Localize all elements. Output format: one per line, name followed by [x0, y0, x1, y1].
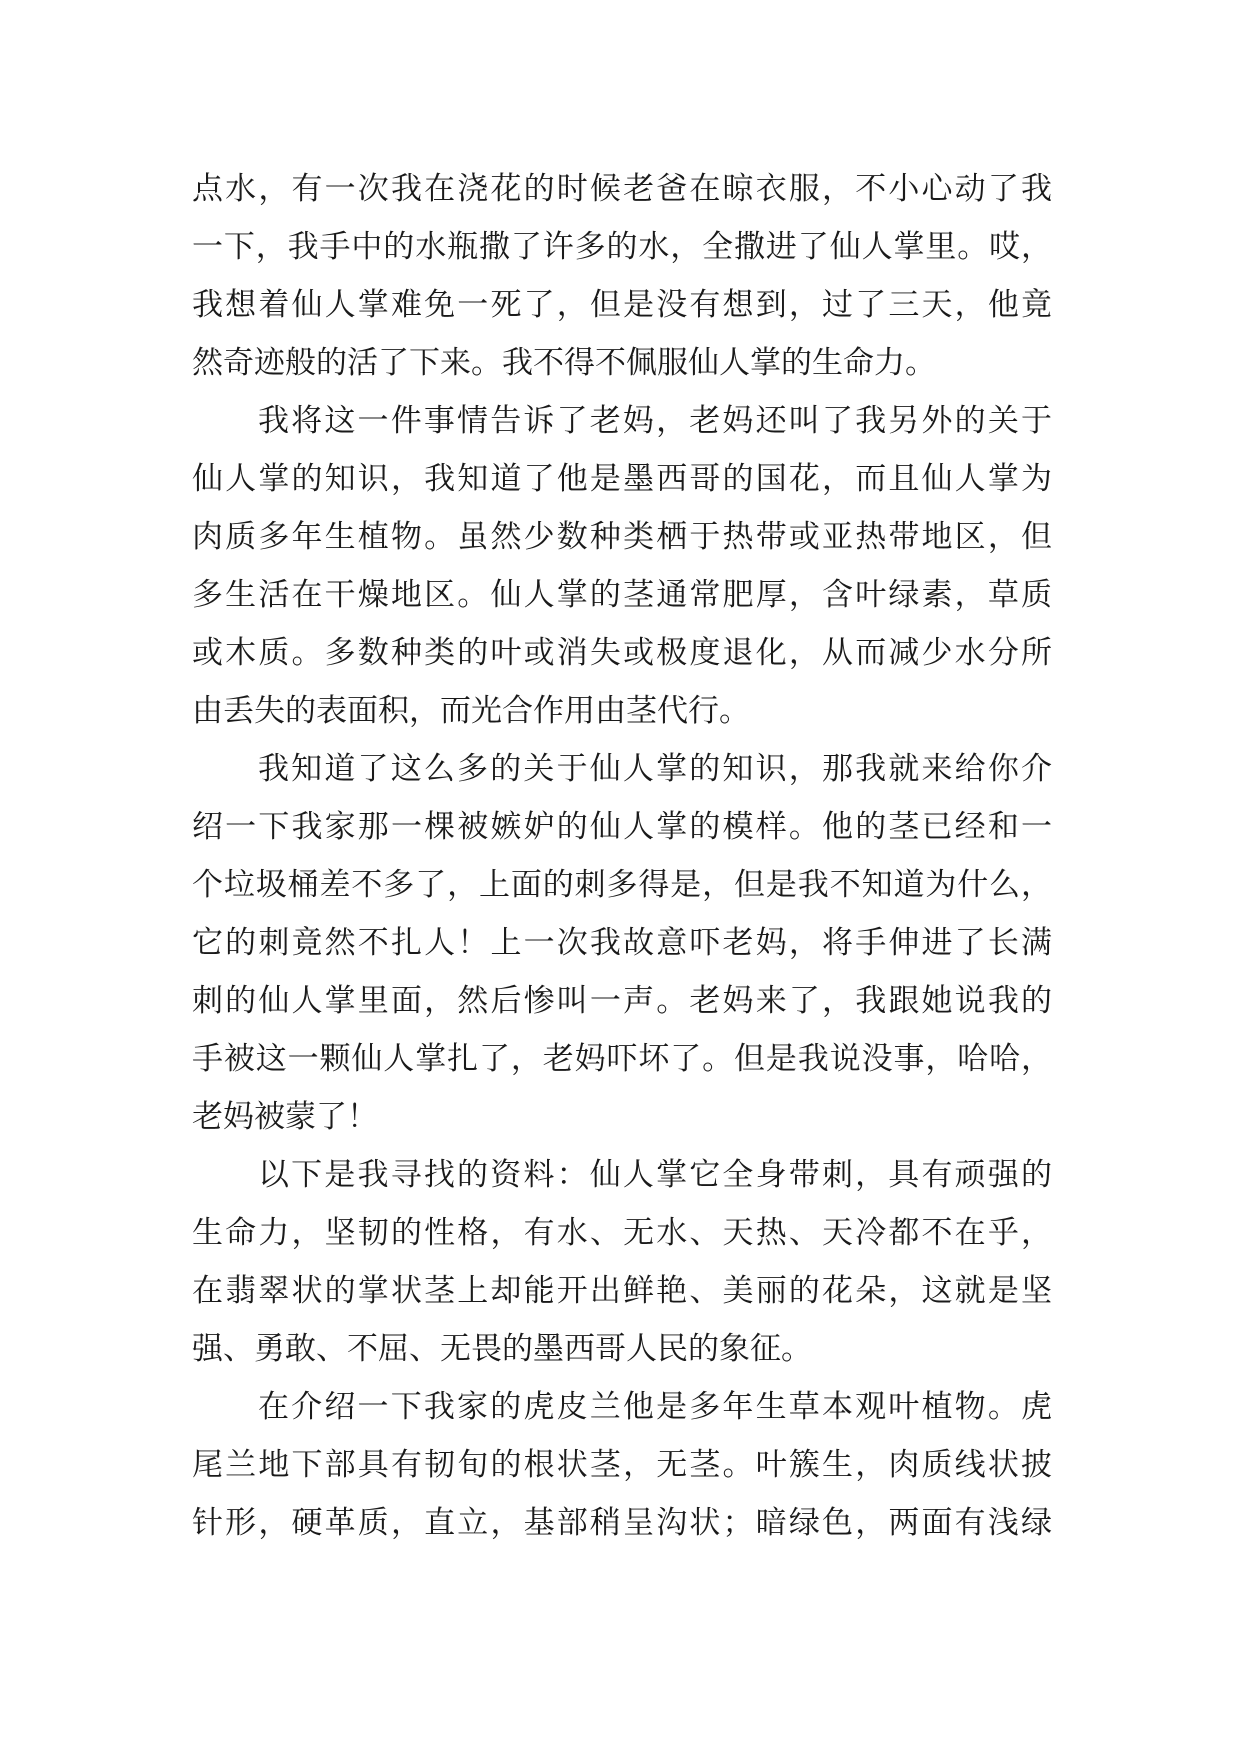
text-line: 针形，硬革质，直立，基部稍呈沟状；暗绿色，两面有浅绿	[192, 1505, 1052, 1541]
text-line: 个垃圾桶差不多了，上面的刺多得是，但是我不知道为什么，	[192, 867, 1052, 903]
text-line: 刺的仙人掌里面，然后惨叫一声。老妈来了，我跟她说我的	[192, 983, 1052, 1019]
text-line: 它的刺竟然不扎人！上一次我故意吓老妈，将手伸进了长满	[192, 925, 1052, 961]
paragraph-4	[192, 1146, 1052, 1378]
text-line: 以下是我寻找的资料：仙人掌它全身带刺，具有顽强的	[258, 1157, 1052, 1193]
paragraph-3	[192, 740, 1052, 1146]
text-line: 手被这一颗仙人掌扎了，老妈吓坏了。但是我说没事，哈哈，	[192, 1041, 1052, 1077]
text-line: 多生活在干燥地区。仙人掌的茎通常肥厚，含叶绿素，草质	[192, 577, 1052, 613]
text-line: 我知道了这么多的关于仙人掌的知识，那我就来给你介	[258, 751, 1052, 787]
text-line: 或木质。多数种类的叶或消失或极度退化，从而减少水分所	[192, 635, 1052, 671]
text-line: 尾兰地下部具有韧旬的根状茎，无茎。叶簇生，肉质线状披	[192, 1447, 1052, 1483]
text-line: 肉质多年生植物。虽然少数种类栖于热带或亚热带地区，但	[192, 519, 1052, 555]
paragraph-1	[192, 160, 1052, 392]
text-line: 由丢失的表面积，而光合作用由茎代行。	[192, 693, 750, 729]
text-line: 生命力，坚韧的性格，有水、无水、天热、天冷都不在乎，	[192, 1215, 1052, 1251]
text-line: 点水，有一次我在浇花的时候老爸在晾衣服，不小心动了我	[192, 171, 1052, 207]
text-line: 在介绍一下我家的虎皮兰他是多年生草本观叶植物。虎	[258, 1389, 1052, 1425]
document-body	[192, 160, 1052, 1552]
text-line: 我将这一件事情告诉了老妈，老妈还叫了我另外的关于	[258, 403, 1052, 439]
paragraph-2	[192, 392, 1052, 740]
text-line: 仙人掌的知识，我知道了他是墨西哥的国花，而且仙人掌为	[192, 461, 1052, 497]
text-line: 我想着仙人掌难免一死了，但是没有想到，过了三天，他竟	[192, 287, 1052, 323]
text-line: 强、勇敢、不屈、无畏的墨西哥人民的象征。	[192, 1331, 812, 1367]
text-line: 在翡翠状的掌状茎上却能开出鲜艳、美丽的花朵，这就是坚	[192, 1273, 1052, 1309]
text-line: 老妈被蒙了！	[192, 1099, 378, 1135]
text-line: 绍一下我家那一棵被嫉妒的仙人掌的模样。他的茎已经和一	[192, 809, 1052, 845]
paragraph-5	[192, 1378, 1052, 1552]
text-line: 一下，我手中的水瓶撒了许多的水，全撒进了仙人掌里。哎，	[192, 229, 1052, 265]
text-line: 然奇迹般的活了下来。我不得不佩服仙人掌的生命力。	[192, 345, 936, 381]
